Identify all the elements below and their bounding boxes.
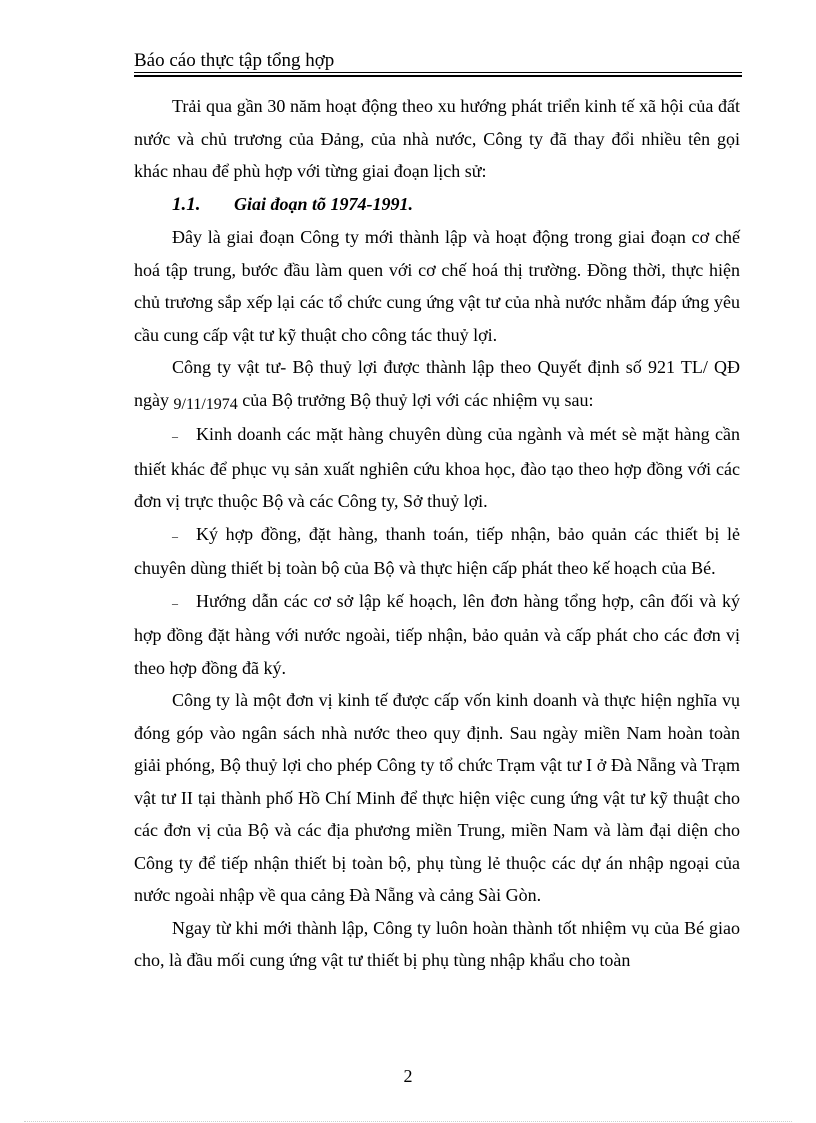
bullet-item-2 [134,518,740,585]
bullet-marker: – [172,595,178,610]
footer-divider [24,1121,792,1122]
document-body [134,90,740,977]
paragraph-2 [134,351,740,418]
paragraph-4: Ngay từ khi mới thành lập, Công ty luôn hoàn thành tốt nhiệm vụ của Bé giao cho, là đầu mối cung ứng vật tư thiết bị phụ tùng nhập khẩu cho toàn [134,917,740,970]
header-rule-thick [134,75,742,77]
section-heading [134,188,740,222]
bullet-item-1 [134,418,740,518]
bullet-item-1-text: Kinh doanh các mặt hàng chuyên dùng của ngành và mét sè mặt hàng cần thiết khác để phục vụ sản xuất nghiên cứu khoa học, đào tạo theo hợp đồng với các đơn vị trực thuộc Bộ và các Công ty, Sở thuỷ lợi. [134,424,740,511]
decision-date: 9/11/1974 [173,395,238,413]
paragraph-2-text-b: của Bộ trưởng Bộ thuỷ lợi với các nhiệm vụ sau: [237,389,594,410]
bullet-marker: – [172,528,178,543]
section-title: Giai đoạn tõ 1974-1991. [234,193,414,214]
paragraph-3: Công ty là một đơn vị kinh tế được cấp vốn kinh doanh và thực hiện nghĩa vụ đóng góp vào ngân sách nhà nước theo quy định. Sau ngày miền Nam hoàn toàn giải phóng, Bộ thuỷ lợi cho phép Công ty tổ chức Trạm vật tư I ở Đà Nẵng và Trạm vật tư II tại thành phố Hồ Chí Minh để thực hiện việc cung ứng vật tư kỹ thuật cho các đơn vị của Bộ và các địa phương miền Trung, miền Nam và làm đại diện cho Công ty để tiếp nhận thiết bị toàn bộ, phụ tùng lẻ thuộc các dự án nhập ngoại của nước ngoài nhập về qua cảng Đà Nẵng và cảng Sài Gòn. [134,690,740,905]
paragraph-2-text-a: Công ty vật tư- Bộ thuỷ lợi được thành lập theo Quyết định số 921 TL/ QĐ ngày [134,357,740,410]
bullet-marker: – [172,429,178,443]
section-number: 1.1. [172,193,201,215]
bullet-item-3 [134,585,740,685]
bullet-item-2-text: Ký hợp đồng, đặt hàng, thanh toán, tiếp nhận, bảo quản các thiết bị lẻ chuyên dùng thiết bị toàn bộ của Bộ và thực hiện cấp phát theo kế hoạch của Bé. [134,523,740,578]
page-number: 2 [403,1066,413,1086]
paragraph-1: Đây là giai đoạn Công ty mới thành lập và hoạt động trong giai đoạn cơ chế hoá tập trung, bước đầu làm quen với cơ chế hoá thị trường. Đồng thời, thực hiện chủ trương sắp xếp lại các tổ chức cung ứng vật tư của nhà nước nhằm đáp ứng yêu cầu cung cấp vật tư kỹ thuật cho công tác thuỷ lợi. [134,227,740,345]
intro-paragraph: Trải qua gần 30 năm hoạt động theo xu hướng phát triển kinh tế xã hội của đất nước và chủ trương của Đảng, của nhà nước, Công ty đã thay đổi nhiều tên gọi khác nhau để phù hợp với từng giai đoạn lịch sử: [134,96,740,181]
header-title: Báo cáo thực tập tổng hợp [134,50,335,71]
page-header [134,50,742,72]
bullet-item-3-text: Hướng dẫn các cơ sở lập kế hoạch, lên đơn hàng tổng hợp, cân đối và ký hợp đồng đặt hàng với nước ngoài, tiếp nhận, bảo quản và cấp phát cho các đơn vị theo hợp đồng đã ký. [134,590,740,678]
header-rule-thin [134,72,742,73]
